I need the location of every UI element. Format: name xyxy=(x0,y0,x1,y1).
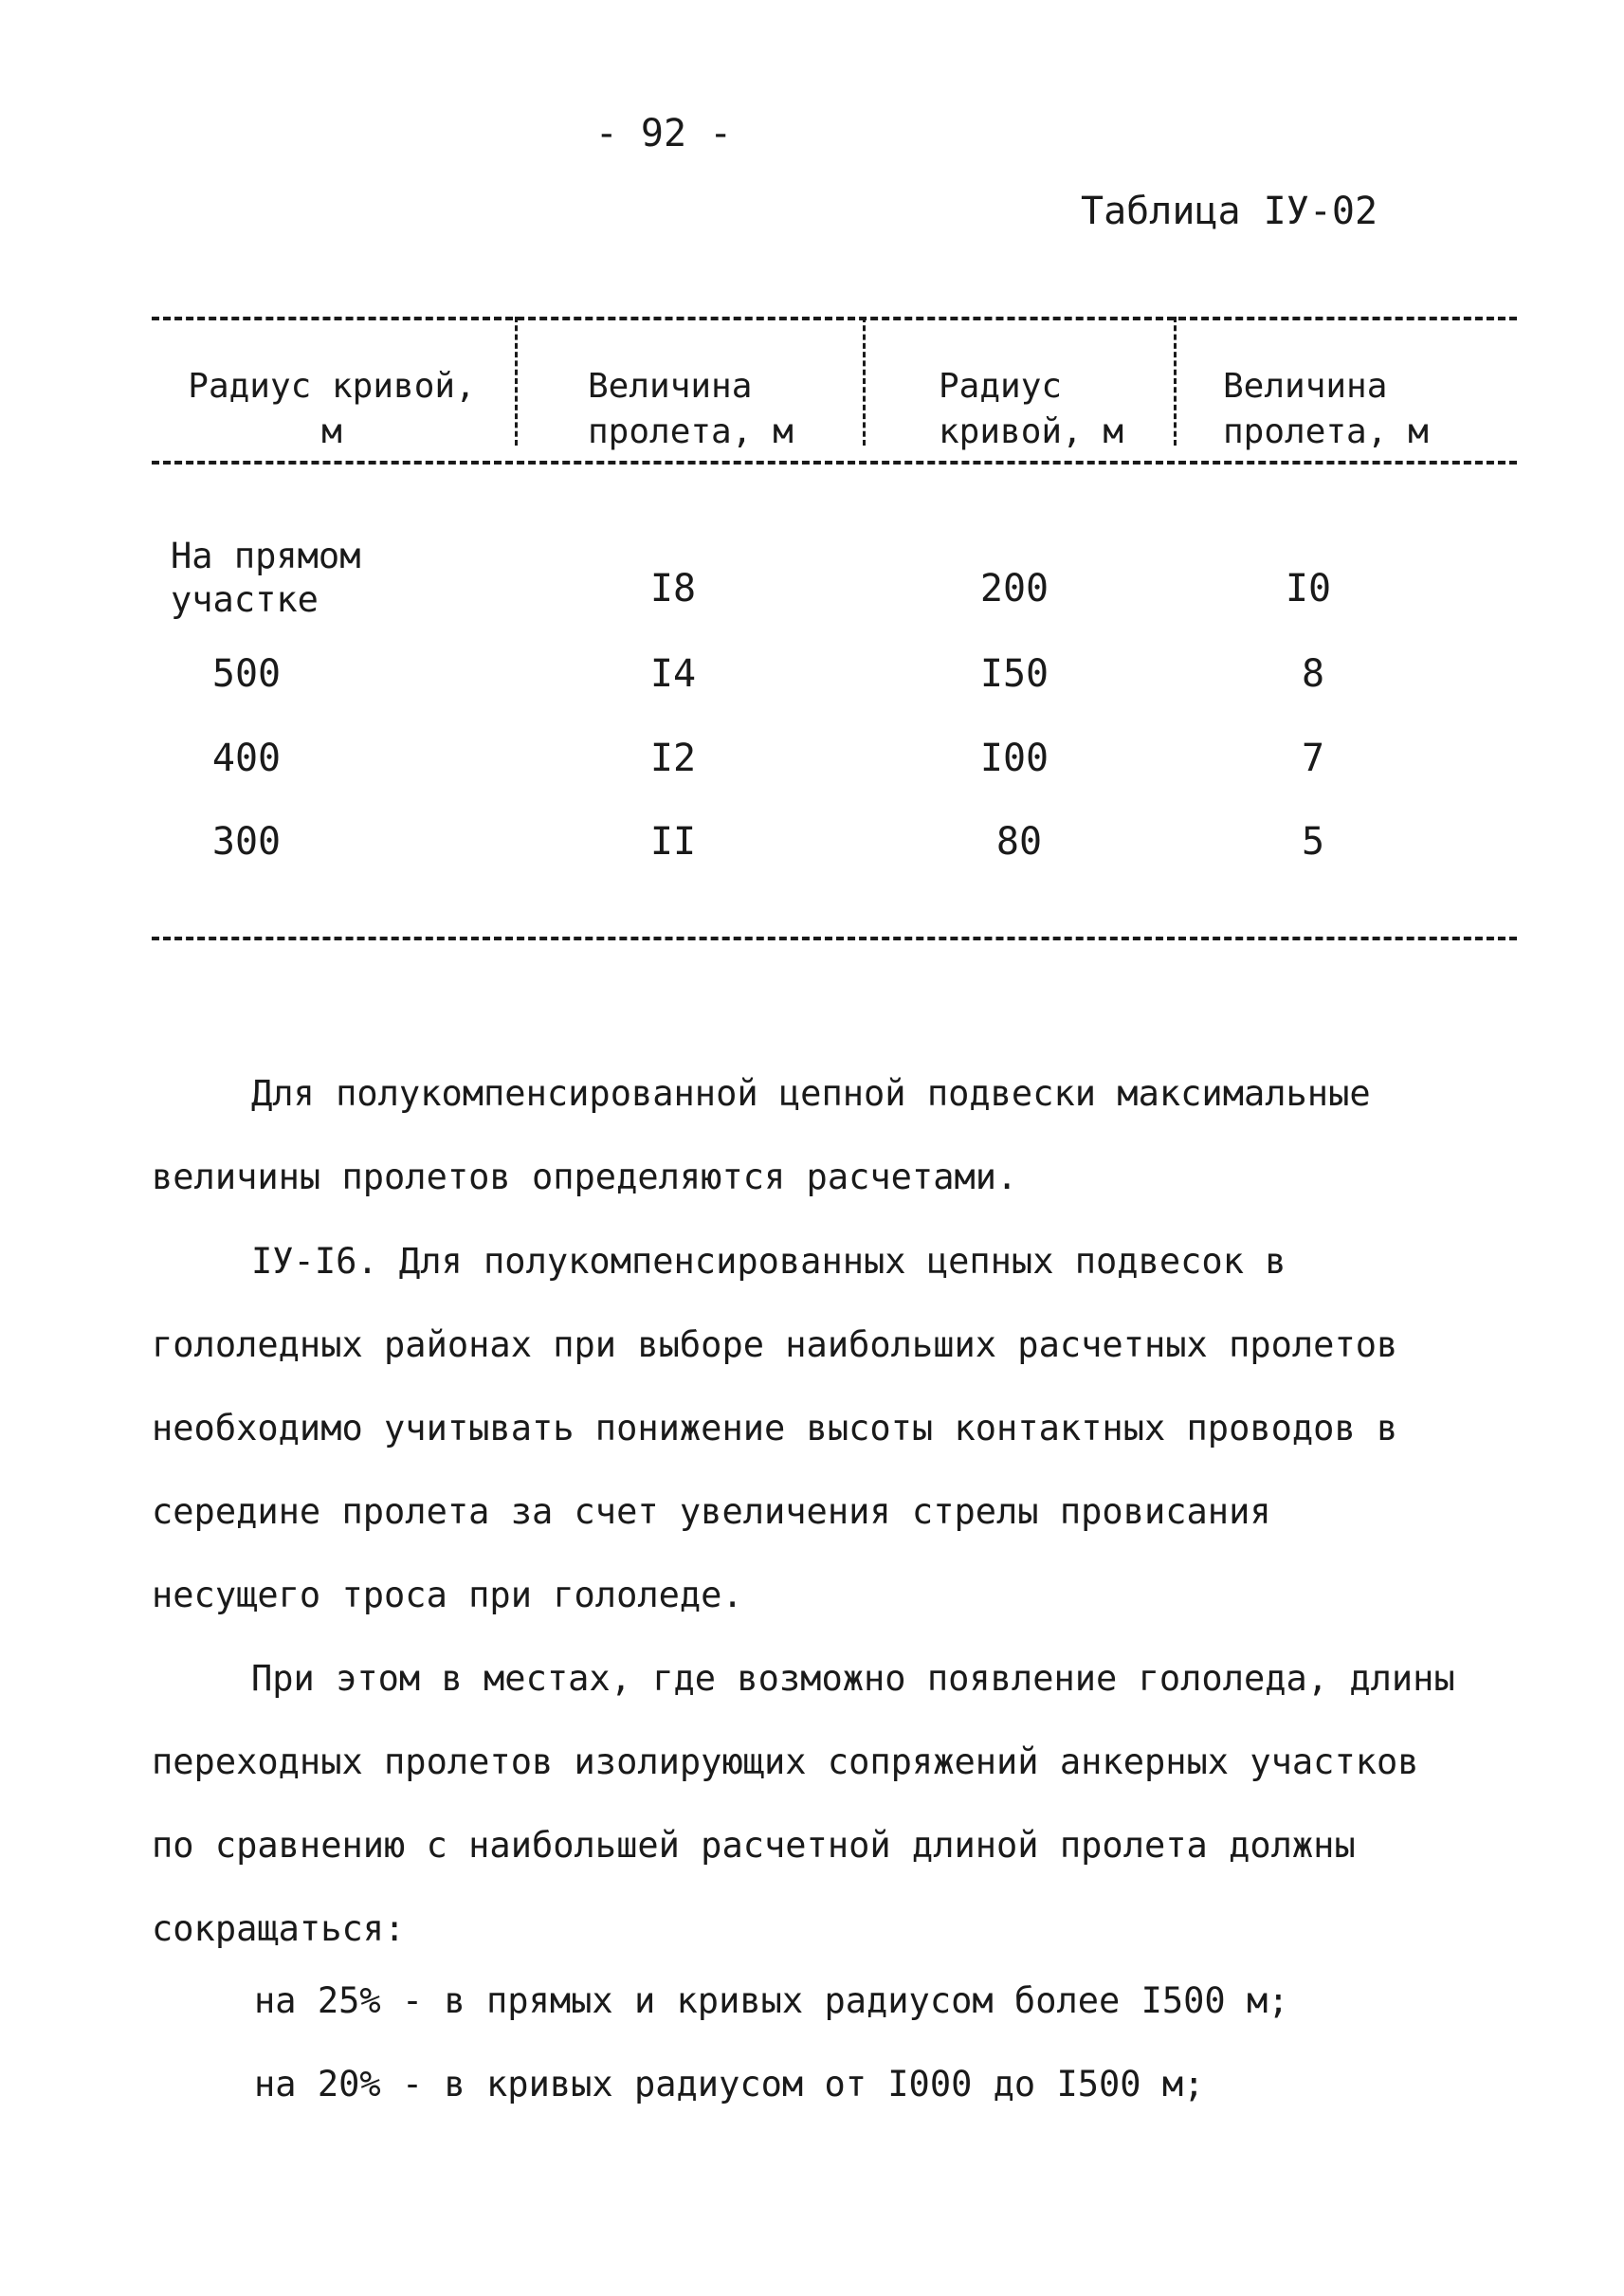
reduction-list xyxy=(254,1959,1487,2126)
paragraph-text: При этом в местах, где возможно появление гололеда, длины переходных пролетов изолирующих сопряжений анкерных участков по сравнению с наибольшей расчетной длиной пролета должны сокращаться: xyxy=(152,1658,1455,1949)
table-cell: На прямом участке xyxy=(171,536,361,620)
paragraph-text: Для полукомпенсированной цепной подвески максимальные величины пролетов определяются расчетами. xyxy=(152,1073,1371,1197)
table-cell: 500 xyxy=(211,652,282,696)
table-cell: 300 xyxy=(211,820,282,864)
table-cell: I2 xyxy=(649,737,697,780)
table-cell: 80 xyxy=(995,820,1043,864)
header-radius-1: Радиус кривой, м xyxy=(188,367,476,451)
list-item: на 25% - в прямых и кривых радиусом более I500 м; xyxy=(254,1980,1289,2021)
table-cell: 200 xyxy=(979,567,1049,610)
column-separator xyxy=(515,317,518,446)
header-span-2: Величина пролета, м xyxy=(1223,367,1429,451)
table-cell: 8 xyxy=(1301,652,1325,696)
table-cell: I50 xyxy=(979,652,1049,696)
table-cell: I0 xyxy=(1285,567,1332,610)
list-item: на 20% - в кривых радиусом от I000 до I500 м; xyxy=(254,2064,1205,2105)
table-cell: 400 xyxy=(211,737,282,780)
table-cell: II xyxy=(649,820,697,864)
table-cell: I4 xyxy=(649,652,697,696)
paragraph-text: IУ-I6. Для полукомпенсированных цепных подвесок в гололедных районах при выборе наибольших расчетных пролетов необходимо учитывать понижение высоты контактных проводов в середине пролета за счет увеличения стрелы провисания несущего троса при гололеде. xyxy=(152,1241,1398,1615)
table-top-rule xyxy=(152,317,1517,320)
column-separator xyxy=(1174,317,1177,446)
table-cell: I8 xyxy=(649,567,697,610)
paragraph-2 xyxy=(152,1220,1460,1637)
table-cell: 5 xyxy=(1301,820,1325,864)
page-number: - 92 - xyxy=(594,112,733,155)
paragraph-1 xyxy=(152,1052,1460,1219)
header-span-1: Величина пролета, м xyxy=(588,367,794,451)
paragraph-3 xyxy=(152,1637,1460,1971)
table-bottom-rule xyxy=(152,937,1517,940)
table-caption: Таблица IУ-02 xyxy=(1081,190,1378,233)
column-separator xyxy=(863,317,866,446)
table-cell: 7 xyxy=(1301,737,1325,780)
table-header-rule xyxy=(152,461,1517,465)
header-radius-2: Радиус кривой, м xyxy=(939,367,1124,451)
table-cell: I00 xyxy=(979,737,1049,780)
